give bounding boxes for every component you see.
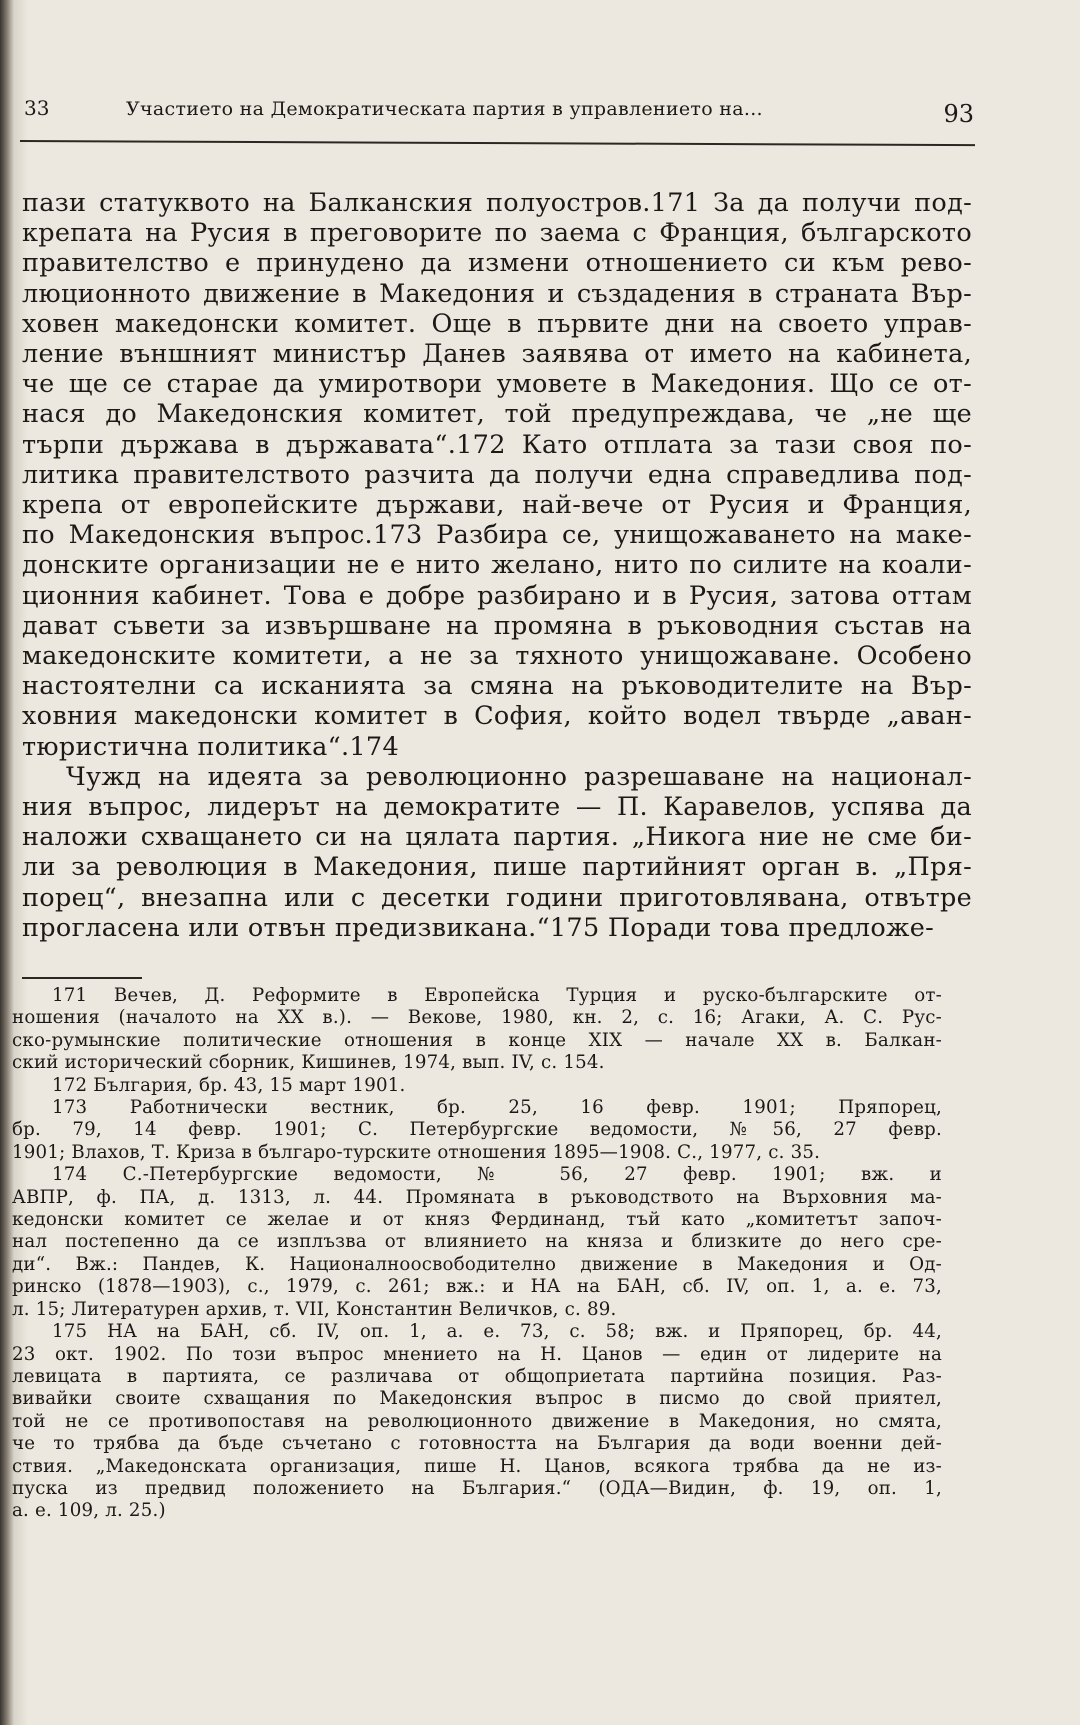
text-line: правителство е принудено да измени отношението си към рево- <box>22 248 972 279</box>
footnote-line: а. е. 109, л. 25.) <box>12 1500 166 1522</box>
text-line: ционния кабинет. Това е добре разбирано и в Русия, затова оттам <box>22 580 972 611</box>
text-line: че ще се старае да умиротвори умовете в Македония. Що се от- <box>22 369 972 400</box>
text-line: ховен македонски комитет. Още в първите дни на своето управ- <box>22 308 972 339</box>
footnote-rule <box>22 977 142 979</box>
footnote-line: нал постепенно да се изплъзва от влиянието на княза и близките до него сре- <box>12 1231 942 1253</box>
text-line: по Македонския въпрос.173 Разбира се, унищожаването на маке- <box>22 520 972 551</box>
text-line: дават съвети за извършване на промяна в ръководния състав на <box>22 610 972 641</box>
paragraph-2 <box>22 762 972 943</box>
text-line: ния въпрос, лидерът на демократите — П. Каравелов, успява да <box>22 792 972 823</box>
header-rule <box>20 140 975 146</box>
text-line: настоятелни са исканията за смяна на ръководителите на Вър- <box>22 671 972 702</box>
footnote-line: ско-румынские политические отношения в конце XIX — начале XX в. Балкан- <box>12 1029 942 1051</box>
text-line: порец“, внезапна или с десетки години приготовлявана, отвътре <box>22 882 972 913</box>
footnote-line: ринско (1878—1903), с., 1979, с. 261; вж.: и НА на БАН, сб. IV, оп. 1, а. е. 73, <box>12 1276 942 1298</box>
footnote-line: л. 15; Литературен архив, т. VII, Константин Величков, с. 89. <box>12 1298 617 1320</box>
footnote-line: че то трябва да бъде съчетано с готовността на България да води военни дей- <box>12 1433 942 1455</box>
text-line: нася до Македонския комитет, той предупреждава, че „не ще <box>22 399 972 430</box>
footnote-line: 1901; Влахов, Т. Криза в българо-турските отношения 1895—1908. С., 1977, с. 35. <box>12 1141 821 1163</box>
text-line: ховния македонски комитет в София, който водел твърде „аван- <box>22 701 972 732</box>
text-line: люционното движение в Македония и създадения в страната Вър- <box>22 278 972 309</box>
footnote-line: той не се противопоставя на революционното движение в Македония, но смята, <box>12 1410 942 1432</box>
footnote-line: ский исторический сборник, Кишинев, 1974, вып. IV, с. 154. <box>12 1052 605 1074</box>
footnote-line: 171 Вечев, Д. Реформите в Европейска Турция и руско-българските от- <box>52 985 942 1006</box>
footnote-block <box>12 985 942 1523</box>
footnote-line: 173 Работнически вестник, бр. 25, 16 февр. 1901; Пряпорец, <box>52 1097 942 1119</box>
text-line: Чужд на идеята за революционно разрешаване на национал- <box>66 761 972 792</box>
paragraph-1 <box>22 188 972 762</box>
footnote-line: 174 С.-Петербургские ведомости, № 56, 27 февр. 1901; вж. и <box>52 1164 942 1186</box>
footnote-line: вивайки своите схващания по Македонския въпрос в писмо до свой приятел, <box>12 1388 942 1410</box>
text-line: търпи държава в държавата“.172 Като отплата за тази своя по- <box>22 429 972 460</box>
page-header <box>24 92 974 138</box>
footnote-line: бр. 79, 14 февр. 1901; С. Петербургские ведомости, №56, 27 февр. <box>12 1119 942 1141</box>
footnote-line: 172 България, бр. 43, 15 март 1901. <box>52 1074 406 1096</box>
text-line: македонските комитети, а не за тяхното унищожаване. Особено <box>22 641 972 672</box>
footnote-line: 175 НА на БАН, сб. IV, оп. 1, а. е. 73, с. 58; вж. и Пряпорец, бр. 44, <box>52 1321 942 1343</box>
footnotes <box>12 985 942 1523</box>
running-title: Участието на Демократическата партия в управлението на... <box>126 98 763 120</box>
footnote-line: ношения (началото на XX в.). — Векове, 1980, кн. 2, с. 16; Агаки, А. С. Рус- <box>12 1007 942 1029</box>
text-line: крепата на Русия в преговорите по заема с Франция, българското <box>22 218 972 249</box>
footnote-line: кедонски комитет се желае и от княз Фердинанд, тъй като „комитетът започ- <box>12 1209 942 1231</box>
main-text <box>22 188 972 943</box>
text-line: тюристична политика“.174 <box>22 731 399 762</box>
text-line: прогласена или отвън предизвикана.“175 Поради това предложе- <box>22 912 935 943</box>
text-line: литика правителството разчита да получи една справедлива под- <box>22 459 972 490</box>
footnote-line: пуска из предвид положението на България.“ (ОДА—Видин, ф. 19, оп. 1, <box>12 1477 942 1499</box>
page-number: 93 <box>943 100 974 128</box>
text-line: крепа от европейските държави, най-вече от Русия и Франция, <box>22 490 972 521</box>
footnote-line: ди“. Вж.: Пандев, К. Националноосвободително движение в Македония и Од- <box>12 1253 942 1275</box>
footnote-line: АВПР, ф. ПА, д. 1313, л. 44. Промяната в ръководството на Върховния ма- <box>12 1186 942 1208</box>
footnote-line: 23 окт. 1902. По този въпрос мнението на Н. Цанов — един от лидерите на <box>12 1343 942 1365</box>
text-line: наложи схващането си на цялата партия. „Никога ние не сме би- <box>22 822 972 853</box>
footnote-line: левицата в партията, се различава от общоприетата партийна позиция. Раз- <box>12 1365 942 1387</box>
text-line: ление външният министър Данев заявява от името на кабинета, <box>22 339 972 370</box>
footnote-line: ствия. „Македонската организация, пише Н. Цанов, всякога трябва да не из- <box>12 1455 942 1477</box>
text-line: донските организации не е нито желано, нито по силите на коали- <box>22 550 972 581</box>
header-left-number: 33 <box>24 96 50 120</box>
text-line: ли за революция в Македония, пише партийният орган в. „Пря- <box>22 852 972 883</box>
text-line: пази статуквото на Балканския полуостров.171 За да получи под- <box>22 188 972 218</box>
